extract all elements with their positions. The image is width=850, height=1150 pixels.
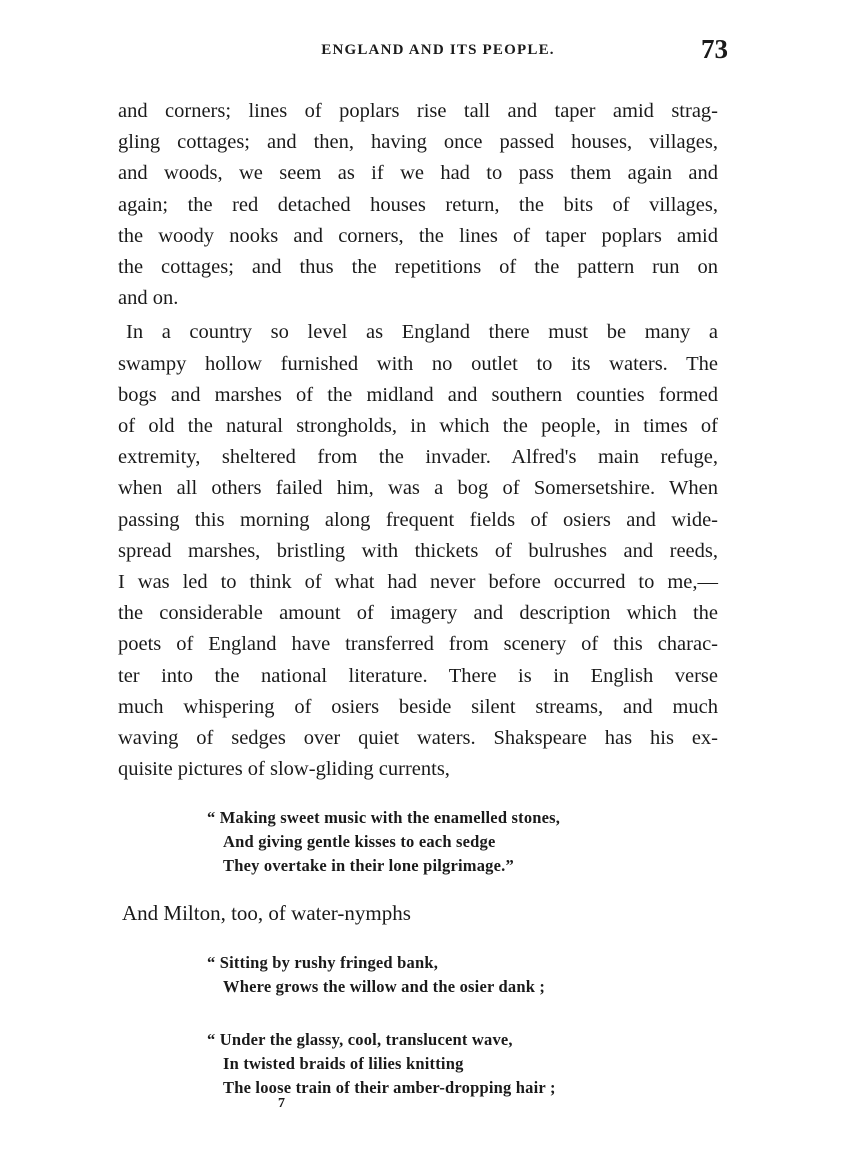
- quote-line: They overtake in their lone pilgrimage.”: [223, 856, 514, 875]
- text-line: again; the red detached houses return, the bits of villages,: [118, 193, 718, 216]
- text-line: swampy hollow furnished with no outlet to its waters. The: [118, 352, 718, 375]
- running-head: [118, 34, 728, 68]
- text-line: much whispering of osiers beside silent streams, and much: [118, 695, 718, 718]
- quote-line: And giving gentle kisses to each sedge: [223, 832, 496, 851]
- text-line: when all others failed him, was a bog of Somersetshire. When: [118, 477, 718, 500]
- text-line: and on.: [118, 287, 179, 310]
- quote-shakspeare: [207, 806, 637, 878]
- milton-lead-in: And Milton, too, of water-nymphs: [122, 901, 411, 925]
- text-line: the woody nooks and corners, the lines of taper poplars amid: [118, 224, 718, 247]
- signature-mark: 7: [278, 1096, 285, 1111]
- running-title: ENGLAND AND ITS PEOPLE.: [321, 42, 555, 58]
- body-text: [118, 96, 718, 788]
- text-line: the considerable amount of imagery and description which the: [118, 602, 718, 625]
- quote-milton-1: [207, 951, 637, 999]
- text-line: the cottages; and thus the repetitions of the pattern run on: [118, 256, 718, 279]
- text-line: passing this morning along frequent fields of osiers and wide-: [118, 508, 718, 531]
- text-line: and corners; lines of poplars rise tall and taper amid strag-: [118, 100, 718, 122]
- text-line: poets of England have transferred from scenery of this charac-: [118, 633, 718, 656]
- text-line: I was led to think of what had never before occurred to me,—: [118, 571, 718, 594]
- text-line: waving of sedges over quiet waters. Shakspeare has his ex-: [118, 727, 718, 750]
- page-number: 73: [701, 34, 728, 64]
- paragraph-2: [118, 317, 718, 785]
- quote-line: In twisted braids of lilies knitting: [223, 1054, 464, 1073]
- quote-line: “ Making sweet music with the enamelled stones,: [207, 808, 561, 827]
- text-line: extremity, sheltered from the invader. Alfred's main refuge,: [118, 446, 718, 469]
- text-line: In a country so level as England there must be many a: [126, 321, 718, 344]
- paragraph-1: [118, 96, 718, 314]
- quote-line: The loose train of their amber-dropping hair ;: [223, 1078, 556, 1097]
- text-line: of old the natural strongholds, in which the people, in times of: [118, 415, 718, 438]
- quote-line: “ Under the glassy, cool, translucent wave,: [207, 1030, 513, 1049]
- quote-line: “ Sitting by rushy fringed bank,: [207, 953, 439, 972]
- text-line: and woods, we seem as if we had to pass them again and: [118, 162, 718, 185]
- text-line: spread marshes, bristling with thickets of bulrushes and reeds,: [118, 539, 718, 562]
- text-line: quisite pictures of slow-gliding currents,: [118, 758, 450, 781]
- text-line: bogs and marshes of the midland and southern counties formed: [118, 383, 718, 406]
- text-line: gling cottages; and then, having once passed houses, villages,: [118, 131, 718, 154]
- quote-milton-2: [207, 1028, 637, 1100]
- text-line: ter into the national literature. There is in English verse: [118, 664, 718, 687]
- quote-line: Where grows the willow and the osier dank ;: [223, 977, 546, 996]
